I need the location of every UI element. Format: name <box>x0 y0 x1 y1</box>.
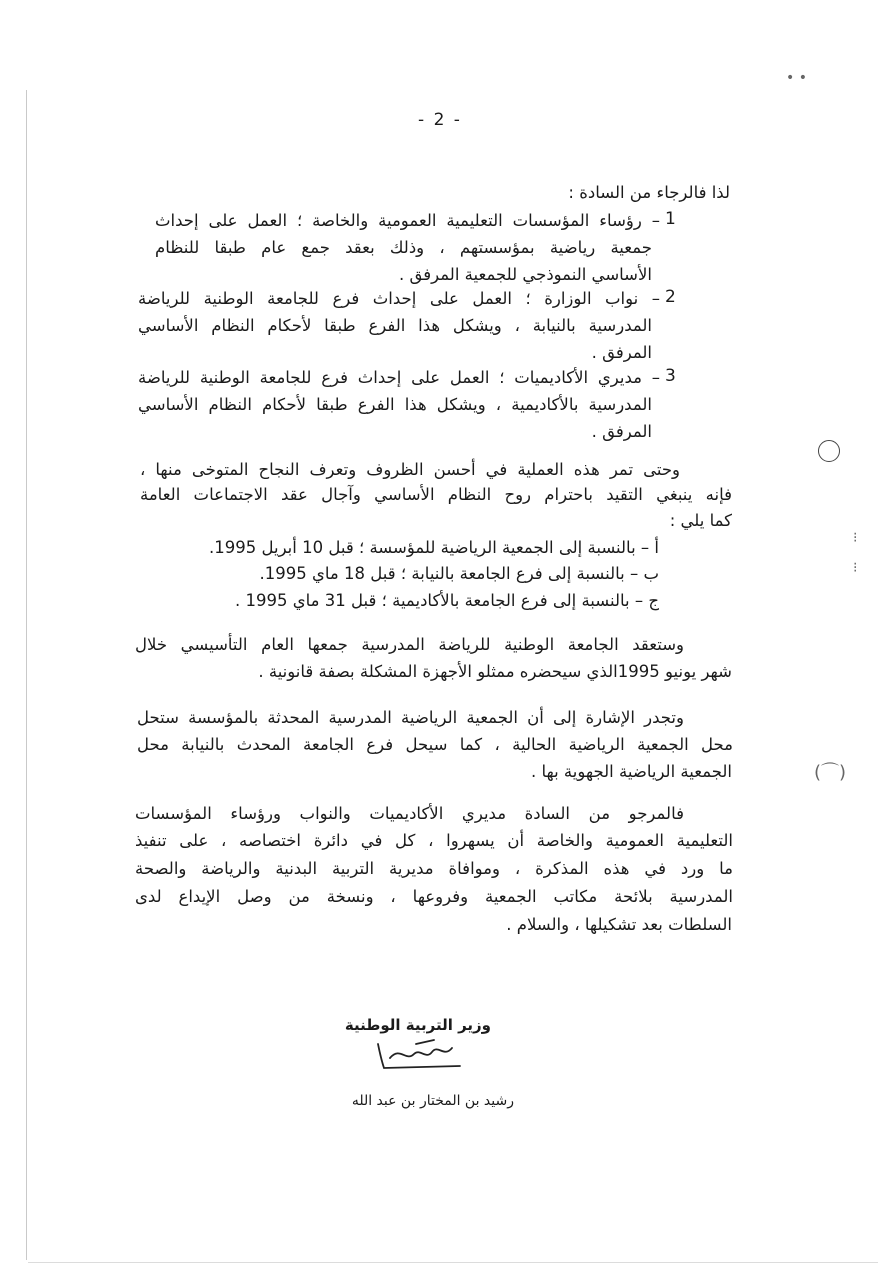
item-line: – نواب الوزارة ؛ العمل على إحداث فرع للجامعة الوطنية للرياضة <box>138 289 660 308</box>
margin-dots: ⁝ <box>853 560 858 576</box>
page-number: - 2 - <box>418 110 462 130</box>
item-line: الأساسي النموذجي للجمعية المرفق . <box>399 265 652 284</box>
deadline-item: ج – بالنسبة إلى فرع الجامعة بالأكاديمية ؛ قبل 31 ماي 1995 . <box>234 591 659 610</box>
item-line: المرفق . <box>591 422 652 441</box>
item-line: – مديري الأكاديميات ؛ العمل على إحداث فرع للجامعة الوطنية للرياضة <box>138 368 660 387</box>
signatory-title: وزير التربية الوطنية <box>344 1016 491 1034</box>
paragraph-line: كما يلي : <box>669 511 732 530</box>
item-line: جمعية رياضية بمؤسستهم ، وذلك بعقد جمع عام طبقا للنظام <box>155 238 652 257</box>
paragraph-line: التعليمية العمومية والخاصة أن يسهروا ، كل في دائرة اختصاصه ، على تنفيذ <box>135 831 733 850</box>
margin-dots: ⁝ <box>853 530 858 546</box>
paragraph-line: فالمرجو من السادة مديري الأكاديميات والنواب ورؤساء المؤسسات <box>135 804 684 823</box>
paragraph-line: محل الجمعية الرياضية الحالية ، كما سيحل فرع الجامعة المحدث بالنيابة محل <box>137 735 733 754</box>
item-number: 2 <box>665 287 676 307</box>
paragraph-line: السلطات بعد تشكيلها ، والسلام . <box>506 915 732 934</box>
item-line: المرفق . <box>591 343 652 362</box>
paragraph-line: المدرسية بلائحة مكاتب الجمعية وفروعها ، ونسخة من وصل الإيداع لدى <box>135 887 733 906</box>
intro-line: لذا فالرجاء من السادة : <box>568 183 730 202</box>
paragraph-line: شهر يونيو 1995الذي سيحضره ممثلو الأجهزة المشكلة بصفة قانونية . <box>258 662 732 681</box>
scan-speck: • • <box>786 70 807 86</box>
item-line: المدرسية بالنيابة ، ويشكل هذا الفرع طبقا لأحكام النظام الأساسي <box>138 316 652 335</box>
signatory-name: رشيد بن المختار بن عبد الله <box>351 1093 514 1109</box>
paragraph-line: وحتى تمر هذه العملية في أحسن الظروف وتعرف النجاح المتوخى منها ، <box>140 460 680 479</box>
item-number: 1 <box>665 209 676 229</box>
deadline-item: ب – بالنسبة إلى فرع الجامعة بالنيابة ؛ قبل 18 ماي 1995. <box>259 564 659 583</box>
margin-circle-mark <box>818 440 840 462</box>
paragraph-line: فإنه ينبغي التقيد باحترام روح النظام الأساسي وآجال عقد الاجتماعات العامة <box>140 485 732 504</box>
margin-bracket-mark: (⌒) <box>814 762 847 783</box>
paragraph-line: وتجدر الإشارة إلى أن الجمعية الرياضية المدرسية المحدثة بالمؤسسة ستحل <box>137 708 684 727</box>
scan-edge-bottom <box>28 1262 878 1263</box>
deadline-item: أ – بالنسبة إلى الجمعية الرياضية للمؤسسة ؛ قبل 10 أبريل 1995. <box>209 538 659 557</box>
handwritten-signature <box>370 1036 470 1074</box>
item-line: المدرسية بالأكاديمية ، ويشكل هذا الفرع طبقا لأحكام النظام الأساسي <box>138 395 652 414</box>
paragraph-line: وستعقد الجامعة الوطنية للرياضة المدرسية جمعها العام التأسيسي خلال <box>135 635 684 654</box>
paragraph-line: الجمعية الرياضية الجهوية بها . <box>530 762 732 781</box>
paragraph-line: ما ورد في هذه المذكرة ، وموافاة مديرية التربية البدنية والرياضة والصحة <box>135 859 733 878</box>
scan-edge-left <box>26 90 27 1260</box>
item-line: – رؤساء المؤسسات التعليمية العمومية والخاصة ؛ العمل على إحداث <box>155 211 660 230</box>
item-number: 3 <box>665 366 676 386</box>
